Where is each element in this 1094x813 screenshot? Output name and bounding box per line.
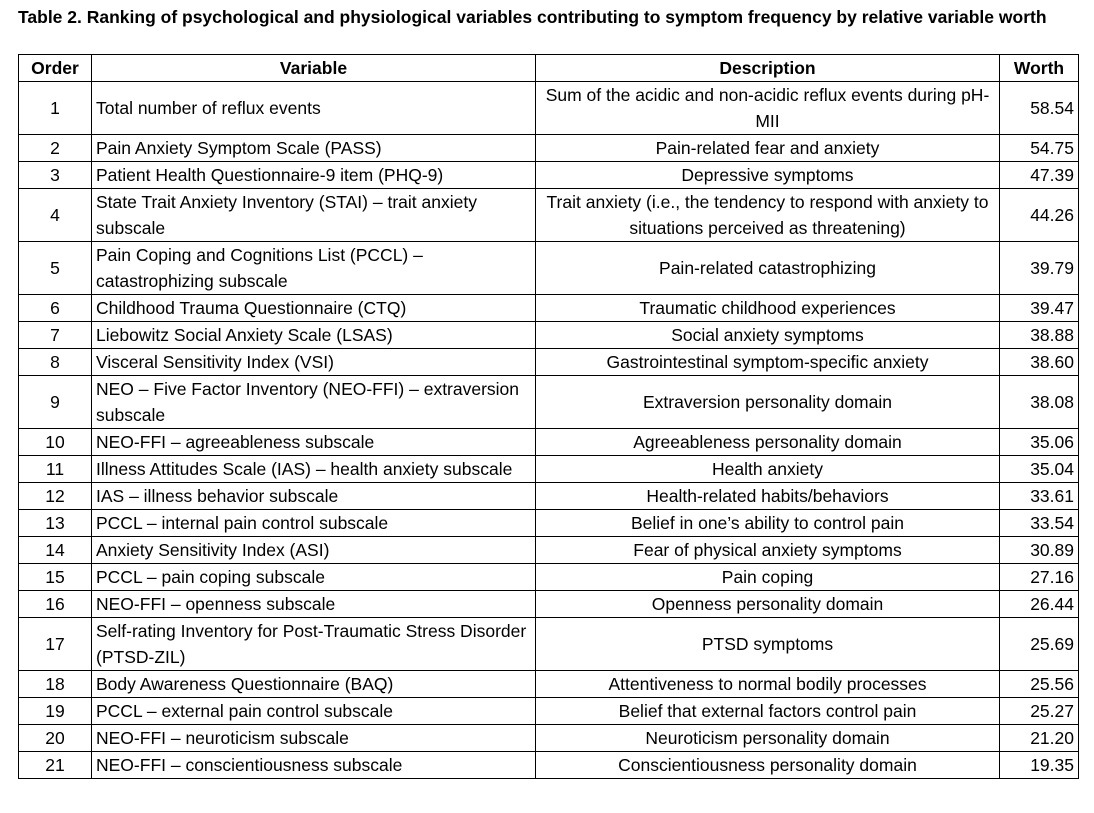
- cell-variable: NEO – Five Factor Inventory (NEO-FFI) – extraversion subscale: [92, 376, 536, 429]
- cell-worth: 25.69: [1000, 618, 1079, 671]
- cell-order: 11: [19, 456, 92, 483]
- table-header: [19, 55, 1079, 82]
- cell-order: 13: [19, 510, 92, 537]
- cell-description: Sum of the acidic and non-acidic reflux events during pH-MII: [536, 82, 1000, 135]
- cell-variable: Pain Anxiety Symptom Scale (PASS): [92, 135, 536, 162]
- table-row: [19, 537, 1079, 564]
- cell-order: 14: [19, 537, 92, 564]
- cell-worth: 44.26: [1000, 189, 1079, 242]
- cell-order: 12: [19, 483, 92, 510]
- cell-worth: 19.35: [1000, 752, 1079, 779]
- table-row: [19, 591, 1079, 618]
- cell-order: 6: [19, 295, 92, 322]
- cell-variable: State Trait Anxiety Inventory (STAI) – trait anxiety subscale: [92, 189, 536, 242]
- cell-description: Belief that external factors control pain: [536, 698, 1000, 725]
- table-row: [19, 671, 1079, 698]
- cell-worth: 38.60: [1000, 349, 1079, 376]
- cell-worth: 35.06: [1000, 429, 1079, 456]
- cell-worth: 25.56: [1000, 671, 1079, 698]
- table-row: [19, 618, 1079, 671]
- cell-description: Openness personality domain: [536, 591, 1000, 618]
- header-order: Order: [19, 55, 92, 82]
- cell-variable: IAS – illness behavior subscale: [92, 483, 536, 510]
- cell-description: Trait anxiety (i.e., the tendency to respond with anxiety to situations perceived as threatening): [536, 189, 1000, 242]
- table-row: [19, 483, 1079, 510]
- cell-variable: Patient Health Questionnaire-9 item (PHQ-9): [92, 162, 536, 189]
- cell-worth: 21.20: [1000, 725, 1079, 752]
- cell-order: 3: [19, 162, 92, 189]
- cell-variable: Pain Coping and Cognitions List (PCCL) – catastrophizing subscale: [92, 242, 536, 295]
- cell-description: Health-related habits/behaviors: [536, 483, 1000, 510]
- cell-worth: 54.75: [1000, 135, 1079, 162]
- cell-order: 1: [19, 82, 92, 135]
- cell-description: Health anxiety: [536, 456, 1000, 483]
- cell-variable: Illness Attitudes Scale (IAS) – health anxiety subscale: [92, 456, 536, 483]
- cell-description: Traumatic childhood experiences: [536, 295, 1000, 322]
- cell-worth: 39.79: [1000, 242, 1079, 295]
- table-row: [19, 510, 1079, 537]
- cell-variable: Total number of reflux events: [92, 82, 536, 135]
- header-worth: Worth: [1000, 55, 1079, 82]
- table-row: [19, 322, 1079, 349]
- table-row: [19, 162, 1079, 189]
- cell-description: Conscientiousness personality domain: [536, 752, 1000, 779]
- cell-worth: 27.16: [1000, 564, 1079, 591]
- table-row: [19, 295, 1079, 322]
- cell-variable: NEO-FFI – neuroticism subscale: [92, 725, 536, 752]
- cell-variable: Liebowitz Social Anxiety Scale (LSAS): [92, 322, 536, 349]
- cell-description: Pain-related catastrophizing: [536, 242, 1000, 295]
- cell-variable: Self-rating Inventory for Post-Traumatic Stress Disorder (PTSD-ZIL): [92, 618, 536, 671]
- cell-order: 16: [19, 591, 92, 618]
- table-row: [19, 456, 1079, 483]
- cell-order: 9: [19, 376, 92, 429]
- cell-variable: PCCL – pain coping subscale: [92, 564, 536, 591]
- cell-description: Attentiveness to normal bodily processes: [536, 671, 1000, 698]
- header-row: [19, 55, 1079, 82]
- cell-order: 18: [19, 671, 92, 698]
- cell-variable: Body Awareness Questionnaire (BAQ): [92, 671, 536, 698]
- table-row: [19, 429, 1079, 456]
- cell-description: Agreeableness personality domain: [536, 429, 1000, 456]
- cell-worth: 58.54: [1000, 82, 1079, 135]
- cell-order: 19: [19, 698, 92, 725]
- cell-order: 8: [19, 349, 92, 376]
- cell-variable: NEO-FFI – conscientiousness subscale: [92, 752, 536, 779]
- cell-description: Belief in one’s ability to control pain: [536, 510, 1000, 537]
- cell-worth: 33.54: [1000, 510, 1079, 537]
- cell-worth: 38.08: [1000, 376, 1079, 429]
- cell-worth: 39.47: [1000, 295, 1079, 322]
- cell-variable: Childhood Trauma Questionnaire (CTQ): [92, 295, 536, 322]
- cell-variable: PCCL – external pain control subscale: [92, 698, 536, 725]
- cell-description: Extraversion personality domain: [536, 376, 1000, 429]
- cell-worth: 35.04: [1000, 456, 1079, 483]
- cell-order: 20: [19, 725, 92, 752]
- cell-description: Social anxiety symptoms: [536, 322, 1000, 349]
- cell-order: 5: [19, 242, 92, 295]
- cell-order: 15: [19, 564, 92, 591]
- cell-worth: 30.89: [1000, 537, 1079, 564]
- table-row: [19, 752, 1079, 779]
- table-row: [19, 189, 1079, 242]
- cell-variable: NEO-FFI – agreeableness subscale: [92, 429, 536, 456]
- cell-description: Pain coping: [536, 564, 1000, 591]
- table-row: [19, 376, 1079, 429]
- cell-description: Fear of physical anxiety symptoms: [536, 537, 1000, 564]
- table-row: [19, 349, 1079, 376]
- cell-order: 4: [19, 189, 92, 242]
- cell-order: 17: [19, 618, 92, 671]
- cell-worth: 38.88: [1000, 322, 1079, 349]
- cell-order: 10: [19, 429, 92, 456]
- table-row: [19, 82, 1079, 135]
- cell-description: Gastrointestinal symptom-specific anxiety: [536, 349, 1000, 376]
- cell-worth: 25.27: [1000, 698, 1079, 725]
- cell-variable: Visceral Sensitivity Index (VSI): [92, 349, 536, 376]
- cell-order: 7: [19, 322, 92, 349]
- table-row: [19, 564, 1079, 591]
- table-body: [19, 82, 1079, 779]
- cell-description: Depressive symptoms: [536, 162, 1000, 189]
- header-variable: Variable: [92, 55, 536, 82]
- cell-worth: 47.39: [1000, 162, 1079, 189]
- cell-description: Pain-related fear and anxiety: [536, 135, 1000, 162]
- cell-variable: Anxiety Sensitivity Index (ASI): [92, 537, 536, 564]
- cell-description: PTSD symptoms: [536, 618, 1000, 671]
- table-row: [19, 698, 1079, 725]
- table-row: [19, 242, 1079, 295]
- table-row: [19, 725, 1079, 752]
- table-row: [19, 135, 1079, 162]
- cell-order: 2: [19, 135, 92, 162]
- cell-variable: NEO-FFI – openness subscale: [92, 591, 536, 618]
- cell-order: 21: [19, 752, 92, 779]
- header-description: Description: [536, 55, 1000, 82]
- ranking-table: [18, 54, 1079, 779]
- cell-variable: PCCL – internal pain control subscale: [92, 510, 536, 537]
- table-caption: Table 2. Ranking of psychological and physiological variables contributing to symptom frequency by relative variable worth: [18, 7, 1047, 27]
- cell-description: Neuroticism personality domain: [536, 725, 1000, 752]
- cell-worth: 33.61: [1000, 483, 1079, 510]
- cell-worth: 26.44: [1000, 591, 1079, 618]
